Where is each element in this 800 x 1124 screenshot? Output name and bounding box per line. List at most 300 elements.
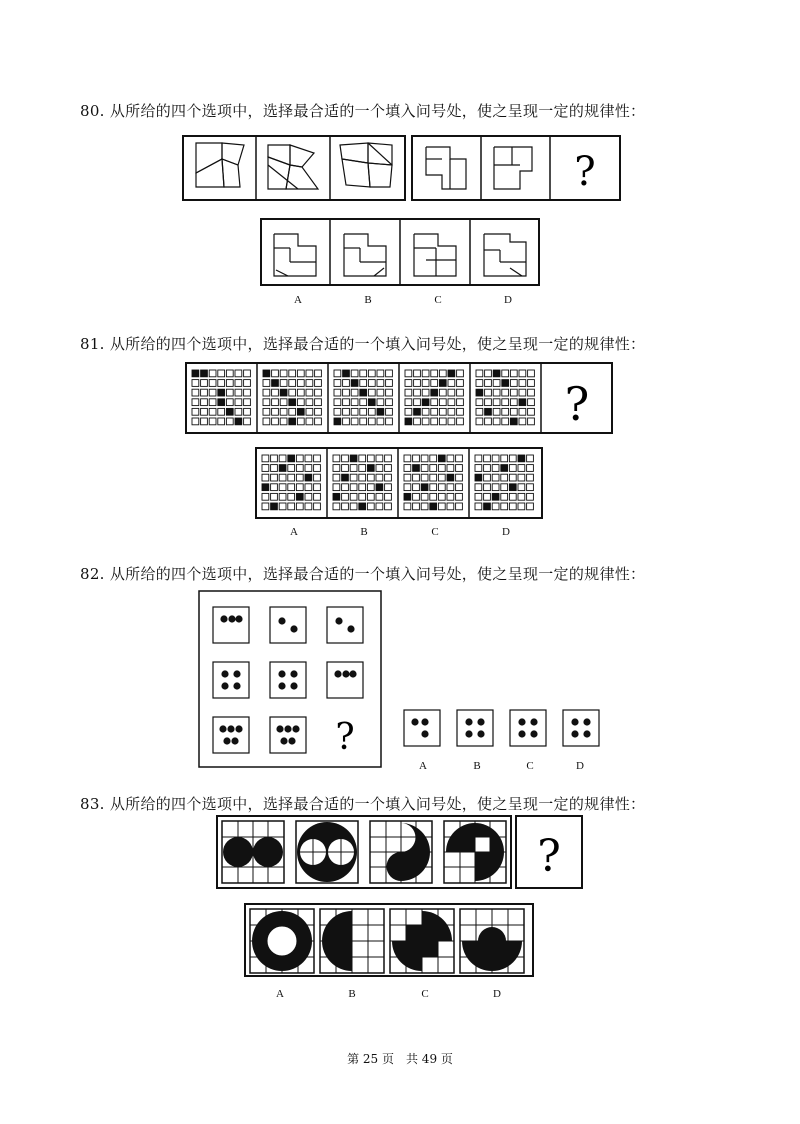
q81-label-b: B — [360, 526, 368, 538]
empty-square — [377, 370, 384, 377]
empty-square — [510, 399, 517, 406]
filled-square — [289, 399, 296, 406]
q83-label-b: B — [348, 988, 356, 1000]
empty-square — [359, 455, 366, 462]
empty-square — [271, 484, 278, 491]
empty-square — [492, 484, 499, 491]
empty-square — [376, 493, 383, 500]
empty-square — [314, 465, 321, 472]
q81-question-figure — [185, 362, 615, 436]
empty-square — [367, 474, 374, 481]
empty-square — [492, 455, 499, 462]
filled-square — [509, 484, 516, 491]
filled-square — [297, 408, 304, 415]
q81-question-mark: ? — [564, 377, 590, 431]
empty-square — [314, 484, 321, 491]
empty-square — [272, 418, 279, 425]
q82-options-figure — [400, 703, 600, 753]
empty-square — [271, 474, 278, 481]
empty-square — [430, 484, 437, 491]
empty-square — [296, 474, 303, 481]
empty-square — [226, 399, 233, 406]
empty-square — [376, 455, 383, 462]
empty-square — [376, 465, 383, 472]
empty-square — [343, 408, 350, 415]
empty-square — [422, 389, 429, 396]
empty-square — [306, 399, 313, 406]
q83-option-a — [250, 909, 314, 973]
empty-square — [385, 493, 392, 500]
filled-square — [421, 484, 428, 491]
empty-square — [244, 370, 251, 377]
empty-square — [439, 389, 446, 396]
empty-square — [360, 380, 367, 387]
empty-square — [359, 484, 366, 491]
empty-square — [430, 474, 437, 481]
empty-square — [351, 408, 358, 415]
empty-square — [386, 418, 393, 425]
q83-option-b — [320, 909, 384, 973]
empty-square — [501, 503, 508, 510]
dot — [228, 615, 235, 622]
empty-square — [404, 484, 411, 491]
empty-square — [510, 389, 517, 396]
empty-square — [367, 484, 374, 491]
empty-square — [333, 484, 340, 491]
q80-question-mark: ? — [574, 149, 596, 195]
empty-square — [519, 389, 526, 396]
empty-square — [306, 408, 313, 415]
empty-square — [244, 389, 251, 396]
empty-square — [235, 370, 242, 377]
empty-square — [502, 389, 509, 396]
q80-option-d — [484, 234, 526, 276]
empty-square — [386, 380, 393, 387]
q82-matrix-figure — [198, 590, 384, 770]
empty-square — [376, 503, 383, 510]
empty-square — [280, 380, 287, 387]
q82-option-b — [457, 710, 493, 746]
dot — [288, 737, 295, 744]
q80-option-b — [344, 234, 386, 276]
dot — [284, 725, 291, 732]
q80-options-figure — [260, 218, 542, 288]
empty-square — [456, 503, 463, 510]
empty-square — [315, 380, 322, 387]
empty-square — [279, 455, 286, 462]
empty-square — [385, 503, 392, 510]
dot — [477, 718, 484, 725]
empty-square — [280, 399, 287, 406]
empty-square — [351, 418, 358, 425]
empty-square — [405, 370, 412, 377]
empty-square — [296, 465, 303, 472]
q83-label-d: D — [493, 988, 501, 1000]
filled-square — [192, 370, 199, 377]
empty-square — [414, 418, 421, 425]
q82-question-mark: ? — [335, 717, 355, 758]
empty-square — [263, 389, 270, 396]
q80-cell-2 — [268, 145, 318, 189]
empty-square — [493, 408, 500, 415]
q83-label-c: C — [421, 988, 429, 1000]
q81-options-figure — [255, 447, 545, 521]
q80-label-a: A — [294, 294, 302, 306]
empty-square — [502, 399, 509, 406]
empty-square — [201, 380, 208, 387]
empty-square — [289, 408, 296, 415]
q83-cell-4 — [444, 821, 506, 883]
empty-square — [297, 399, 304, 406]
empty-square — [279, 493, 286, 500]
q81-option-c — [404, 455, 462, 510]
empty-square — [457, 408, 464, 415]
empty-square — [492, 474, 499, 481]
dot — [278, 670, 285, 677]
empty-square — [350, 474, 357, 481]
empty-square — [289, 370, 296, 377]
empty-square — [235, 380, 242, 387]
empty-square — [359, 493, 366, 500]
empty-square — [306, 418, 313, 425]
empty-square — [343, 389, 350, 396]
filled-square — [431, 389, 438, 396]
q82-cell-5 — [270, 662, 306, 698]
empty-square — [288, 474, 295, 481]
filled-square — [226, 408, 233, 415]
q82-label-c: C — [526, 760, 534, 772]
empty-square — [201, 418, 208, 425]
empty-square — [334, 399, 341, 406]
dot — [530, 730, 537, 737]
empty-square — [404, 455, 411, 462]
empty-square — [226, 389, 233, 396]
filled-square — [376, 484, 383, 491]
empty-square — [447, 484, 454, 491]
filled-square — [439, 380, 446, 387]
empty-square — [218, 380, 225, 387]
empty-square — [209, 418, 216, 425]
empty-square — [367, 503, 374, 510]
filled-square — [430, 503, 437, 510]
dot — [518, 718, 525, 725]
filled-square — [201, 370, 208, 377]
empty-square — [413, 493, 420, 500]
empty-square — [289, 380, 296, 387]
dot — [278, 617, 285, 624]
empty-square — [376, 474, 383, 481]
empty-square — [351, 399, 358, 406]
empty-square — [438, 493, 445, 500]
empty-square — [315, 389, 322, 396]
q81-label-a: A — [290, 526, 298, 538]
empty-square — [457, 370, 464, 377]
empty-square — [457, 418, 464, 425]
q80-option-a — [274, 234, 316, 276]
empty-square — [333, 465, 340, 472]
empty-square — [430, 455, 437, 462]
empty-square — [377, 399, 384, 406]
empty-square — [386, 370, 393, 377]
empty-square — [342, 465, 349, 472]
empty-square — [368, 418, 375, 425]
q83-cell-1 — [222, 821, 284, 883]
filled-square — [333, 493, 340, 500]
empty-square — [385, 484, 392, 491]
empty-square — [431, 418, 438, 425]
empty-square — [422, 370, 429, 377]
empty-square — [431, 370, 438, 377]
empty-square — [448, 380, 455, 387]
empty-square — [457, 380, 464, 387]
filled-square — [218, 399, 225, 406]
page-footer: 第 25 页 共 49 页 — [347, 1052, 453, 1066]
q82-option-a — [404, 710, 440, 746]
filled-square — [438, 455, 445, 462]
filled-square — [305, 474, 312, 481]
empty-square — [368, 408, 375, 415]
filled-square — [447, 474, 454, 481]
dot — [235, 615, 242, 622]
q81-option-d — [475, 455, 533, 510]
empty-square — [493, 389, 500, 396]
empty-square — [485, 370, 492, 377]
empty-square — [218, 408, 225, 415]
filled-square — [404, 493, 411, 500]
q83-label-a: A — [276, 988, 284, 1000]
empty-square — [501, 484, 508, 491]
empty-square — [280, 408, 287, 415]
empty-square — [244, 380, 251, 387]
filled-square — [501, 465, 508, 472]
empty-square — [350, 465, 357, 472]
dot — [221, 682, 228, 689]
dot — [571, 718, 578, 725]
empty-square — [209, 389, 216, 396]
empty-square — [315, 370, 322, 377]
filled-square — [493, 370, 500, 377]
empty-square — [263, 418, 270, 425]
q81-cell-5 — [476, 370, 534, 425]
dot — [227, 725, 234, 732]
empty-square — [484, 484, 491, 491]
empty-square — [360, 370, 367, 377]
empty-square — [244, 399, 251, 406]
empty-square — [510, 380, 517, 387]
empty-square — [386, 399, 393, 406]
empty-square — [334, 370, 341, 377]
empty-square — [421, 493, 428, 500]
empty-square — [438, 503, 445, 510]
empty-square — [271, 493, 278, 500]
q82-cell-8 — [270, 717, 306, 753]
empty-square — [414, 389, 421, 396]
empty-square — [272, 370, 279, 377]
empty-square — [405, 389, 412, 396]
q83-question-figure — [216, 815, 584, 891]
empty-square — [414, 399, 421, 406]
filled-square — [360, 389, 367, 396]
empty-square — [527, 493, 534, 500]
empty-square — [527, 503, 534, 510]
empty-square — [509, 474, 516, 481]
dot — [349, 670, 356, 677]
empty-square — [209, 380, 216, 387]
empty-square — [519, 408, 526, 415]
filled-square — [377, 408, 384, 415]
empty-square — [315, 418, 322, 425]
empty-square — [343, 380, 350, 387]
filled-square — [405, 418, 412, 425]
empty-square — [368, 389, 375, 396]
empty-square — [343, 399, 350, 406]
filled-square — [288, 455, 295, 462]
q82-label-d: D — [576, 760, 584, 772]
q80-label-b: B — [364, 294, 372, 306]
empty-square — [422, 408, 429, 415]
empty-square — [431, 380, 438, 387]
empty-square — [404, 465, 411, 472]
q81-label-d: D — [502, 526, 510, 538]
empty-square — [280, 418, 287, 425]
empty-square — [509, 455, 516, 462]
empty-square — [476, 418, 483, 425]
q80-cell-3 — [340, 143, 392, 187]
empty-square — [350, 493, 357, 500]
empty-square — [456, 493, 463, 500]
dot — [477, 730, 484, 737]
filled-square — [519, 399, 526, 406]
empty-square — [360, 399, 367, 406]
empty-square — [414, 370, 421, 377]
q83-option-c — [390, 909, 454, 973]
empty-square — [333, 503, 340, 510]
filled-square — [368, 399, 375, 406]
filled-square — [518, 455, 525, 462]
dot — [335, 617, 342, 624]
question-81-text — [80, 333, 645, 354]
empty-square — [334, 408, 341, 415]
empty-square — [201, 408, 208, 415]
filled-square — [484, 503, 491, 510]
q82-option-c — [510, 710, 546, 746]
filled-square — [272, 380, 279, 387]
filled-square — [367, 465, 374, 472]
filled-square — [343, 370, 350, 377]
empty-square — [386, 408, 393, 415]
dot — [334, 670, 341, 677]
empty-square — [431, 408, 438, 415]
q81-cell-4 — [405, 370, 463, 425]
empty-square — [226, 370, 233, 377]
empty-square — [360, 418, 367, 425]
dot — [231, 737, 238, 744]
empty-square — [272, 408, 279, 415]
question-number: 81. — [80, 335, 105, 353]
empty-square — [385, 455, 392, 462]
empty-square — [192, 418, 199, 425]
empty-square — [367, 455, 374, 462]
empty-square — [528, 370, 535, 377]
q82-cell-7 — [213, 717, 249, 753]
empty-square — [518, 503, 525, 510]
empty-square — [334, 380, 341, 387]
empty-square — [456, 474, 463, 481]
empty-square — [343, 418, 350, 425]
filled-square — [414, 408, 421, 415]
question-stem: 从所给的四个选项中，选择最合适的一个填入问号处，使之呈现一定的规律性： — [109, 335, 646, 353]
dot — [292, 725, 299, 732]
empty-square — [296, 484, 303, 491]
empty-square — [404, 474, 411, 481]
empty-square — [350, 503, 357, 510]
empty-square — [306, 389, 313, 396]
empty-square — [209, 370, 216, 377]
dot — [223, 737, 230, 744]
empty-square — [447, 493, 454, 500]
dot — [220, 615, 227, 622]
dot — [219, 725, 226, 732]
empty-square — [244, 418, 251, 425]
empty-square — [439, 418, 446, 425]
empty-square — [271, 455, 278, 462]
dot — [465, 718, 472, 725]
dot — [280, 737, 287, 744]
dot — [530, 718, 537, 725]
empty-square — [263, 408, 270, 415]
empty-square — [279, 474, 286, 481]
empty-square — [447, 455, 454, 462]
filled-square — [289, 418, 296, 425]
empty-square — [509, 465, 516, 472]
empty-square — [235, 408, 242, 415]
q82-cell-1 — [213, 607, 249, 643]
empty-square — [502, 418, 509, 425]
filled-square — [448, 370, 455, 377]
empty-square — [501, 455, 508, 462]
q83-options-figure — [244, 903, 536, 979]
filled-square — [476, 389, 483, 396]
empty-square — [262, 474, 269, 481]
empty-square — [192, 408, 199, 415]
empty-square — [297, 389, 304, 396]
empty-square — [360, 408, 367, 415]
dot — [278, 682, 285, 689]
q82-option-d — [563, 710, 599, 746]
empty-square — [351, 370, 358, 377]
filled-square — [271, 503, 278, 510]
empty-square — [272, 399, 279, 406]
filled-square — [334, 418, 341, 425]
empty-square — [439, 370, 446, 377]
empty-square — [288, 493, 295, 500]
empty-square — [297, 370, 304, 377]
empty-square — [192, 389, 199, 396]
q81-label-c: C — [431, 526, 439, 538]
empty-square — [484, 474, 491, 481]
empty-square — [439, 408, 446, 415]
empty-square — [493, 380, 500, 387]
q80-label-c: C — [434, 294, 442, 306]
empty-square — [476, 380, 483, 387]
filled-square — [279, 465, 286, 472]
empty-square — [405, 380, 412, 387]
empty-square — [305, 455, 312, 462]
empty-square — [262, 455, 269, 462]
empty-square — [192, 399, 199, 406]
dot — [465, 730, 472, 737]
empty-square — [475, 503, 482, 510]
